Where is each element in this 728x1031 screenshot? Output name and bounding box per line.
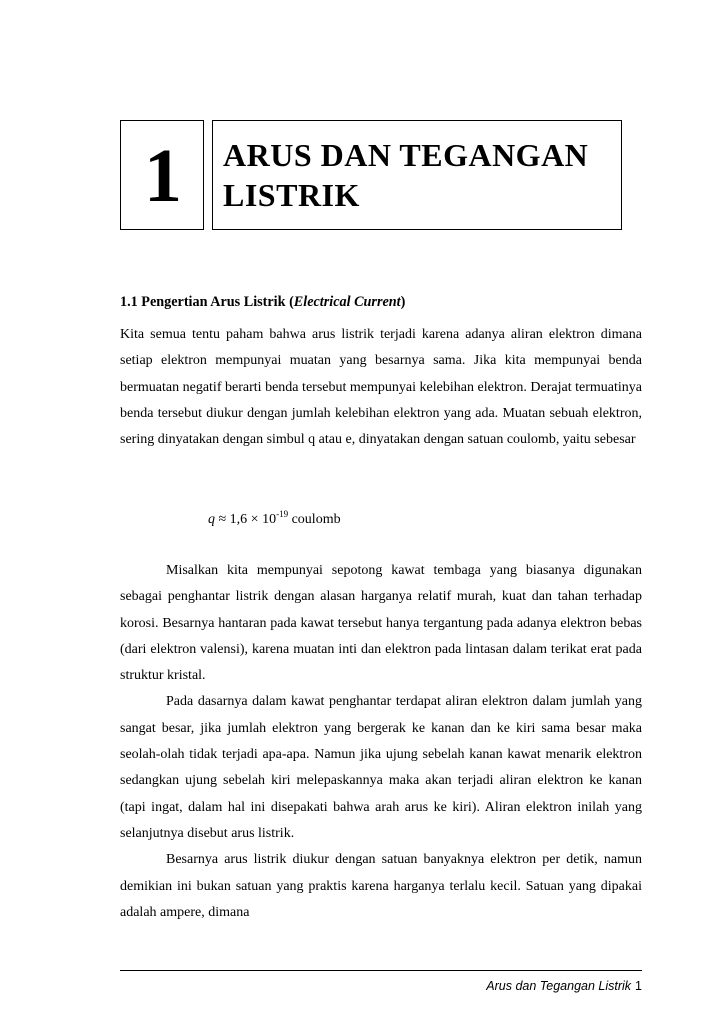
formula-exponent: -19 — [276, 509, 289, 519]
chapter-header-box — [120, 120, 622, 230]
charge-formula — [208, 510, 341, 530]
formula-variable: q — [208, 512, 215, 527]
paragraph-1: Kita semua tentu paham bahwa arus listrik terjadi karena adanya aliran elektron dimana setiap elektron mempunyai muatan yang besarnya sama. Jika kita mempunyai benda bermuatan negatif berarti benda tersebut mempunyai kelebihan elektron. Derajat termuatinya benda tersebut diukur dengan jumlah kelebihan elektron yang ada. Muatan sebuah elektron, sering dinyatakan dengan simbul q atau e, dinyatakan dengan satuan coulomb, yaitu sebesar — [120, 327, 642, 448]
chapter-title-line-1: ARUS DAN TEGANGAN — [223, 137, 589, 173]
section-heading-suffix: ) — [400, 294, 406, 310]
page-footer — [486, 978, 642, 994]
section-intro — [120, 292, 642, 453]
page-number: 1 — [635, 979, 642, 993]
paragraph-3: Pada dasarnya dalam kawat penghantar terdapat aliran elektron dalam jumlah yang sangat besar, jika jumlah elektron yang bergerak ke kanan dan ke kiri sama besar maka seolah-olah tidak terjadi apa-apa. Namun jika ujung sebelah kanan kawat menarik elektron sedangkan ujung sebelah kiri melepaskannya maka akan terjadi aliran elektron ke kanan (tapi ingat, dalam hal ini disepakati bahwa arah arus ke kiri). Aliran elektron inilah yang selanjutnya disebut arus listrik. — [120, 694, 642, 841]
formula-unit: coulomb — [288, 512, 341, 527]
section-heading-italic: Electrical Current — [293, 294, 401, 310]
chapter-divider — [203, 120, 213, 230]
paragraph-2: Misalkan kita mempunyai sepotong kawat tembaga yang biasanya digunakan sebagai penghantar listrik dengan alasan harganya relatif murah, kuat dan tahan terhadap korosi. Besarnya hantaran pada kawat tersebut hanya tergantung pada adanya elektron bebas (dari elektron valensi), karena muatan inti dan elektron pada lintasan dalam terikat erat pada struktur kristal. — [120, 563, 642, 684]
chapter-title-line-2: LISTRIK — [223, 177, 360, 213]
footer-running-title: Arus dan Tegangan Listrik — [486, 979, 632, 993]
section-heading-prefix: 1.1 Pengertian Arus Listrik ( — [120, 294, 294, 310]
chapter-title — [223, 135, 603, 215]
formula-relation: ≈ 1,6 × 10 — [215, 512, 277, 527]
chapter-number: 1 — [144, 134, 182, 218]
section-body — [120, 558, 642, 926]
section-heading — [120, 292, 642, 322]
paragraph-4: Besarnya arus listrik diukur dengan satuan banyaknya elektron per detik, namun demikian ini bukan satuan yang praktis karena harganya terlalu kecil. Satuan yang dipakai adalah ampere, dimana — [120, 852, 642, 920]
footer-divider — [120, 970, 642, 971]
